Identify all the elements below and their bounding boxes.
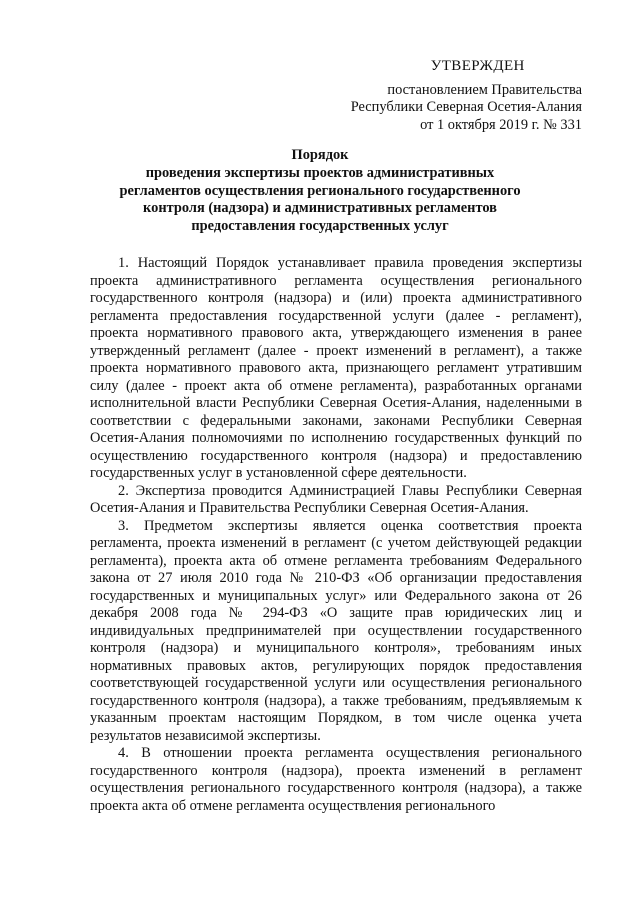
paragraph: 1. Настоящий Порядок устанавливает правила проведения экспертизы проекта административного регламента осуществления регионального государственного контроля (надзора) и (или) проекта административного регламента предоставления государственной услуги (далее - регламент), проекта нормативного правового акта, утверждающего изменения в ранее утвержденный регламент (далее - проект изменений в регламент), а также проекта нормативного правового акта, признающего регламент утратившим силу (далее - проект акта об отмене регламента), разработанных органами исполнительной власти Республики Северная Осетия-Алания, наделенными в соответствии с федеральными законами, законами Республики Северная Осетия-Алания полномочиями по исполнению государственных функций по осуществлению государственного контроля (надзора) и предоставлению государственных услуг в установленной сфере деятельности. bbox=[90, 255, 582, 481]
paragraph: 3. Предметом экспертизы является оценка соответствия проекта регламента, проекта изменений в регламент (с учетом действующей редакции регламента), проекта акта об отмене регламента требованиям Федерального закона от 27 июля 2010 года № 210-ФЗ «Об организации предоставления государственных и муниципальных услуг» или Федерального закона от 26 декабря 2008 года № 294-ФЗ «О защите прав юридических лиц и индивидуальных предпринимателей при осуществлении государственного контроля (надзора) и муниципального контроля», требованиям иных нормативных правовых актов, регулирующих порядок предоставления соответствующей государственной услуги или осуществления регионального государственного контроля (надзора), а также требованиям, предъявляемым к указанным проектам настоящим Порядком, в том числе оценка учета результатов независимой экспертизы. bbox=[90, 517, 582, 744]
document-subtitle: проведения экспертизы проектов административных регламентов осуществления регионального государственного контроля (надзора) и административных регламентов предоставления государственных услуг bbox=[119, 165, 521, 234]
paragraph: 2. Экспертиза проводится Администрацией Главы Республики Северная Осетия-Алания и Правительства Республики Северная Осетия-Алания. bbox=[90, 482, 582, 516]
approval-line: от 1 октября 2019 г. № 331 bbox=[420, 116, 582, 133]
document-title: Порядок bbox=[291, 147, 349, 163]
approval-line: постановлением Правительства bbox=[387, 81, 582, 98]
approval-block bbox=[351, 58, 582, 134]
document-body bbox=[90, 255, 582, 815]
approval-heading: УТВЕРЖДЕН bbox=[430, 58, 525, 74]
approval-line: Республики Северная Осетия-Алания bbox=[350, 99, 582, 115]
paragraph: 4. В отношении проекта регламента осуществления регионального государственного контроля (надзора), проекта изменений в регламент осуществления регионального государственного контроля (надзора), а также проекта акта об отмене регламента осуществления регионального bbox=[90, 745, 582, 814]
